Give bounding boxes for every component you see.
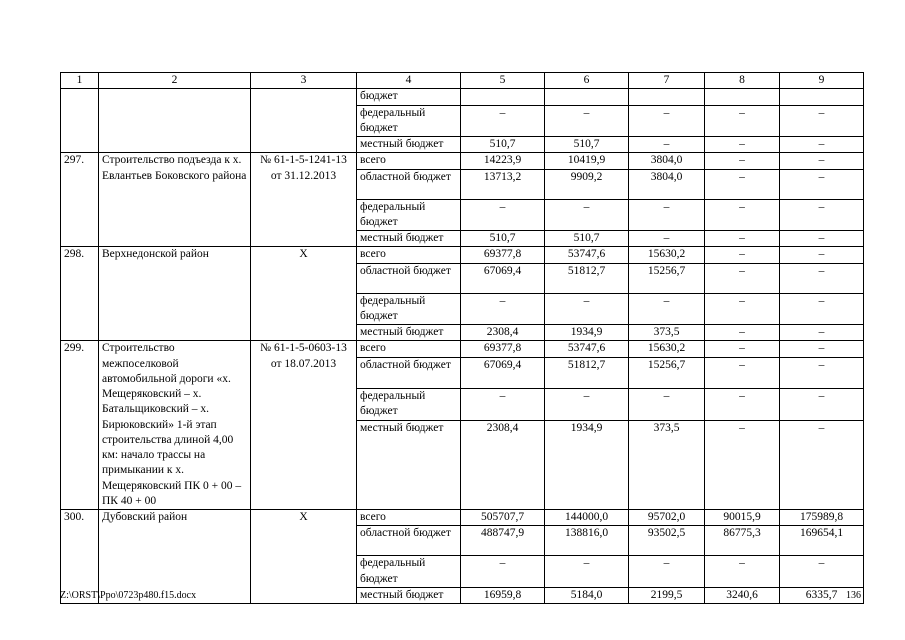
amount-cell: – <box>780 199 864 231</box>
amount-cell: – <box>705 247 780 263</box>
amount-cell: – <box>545 105 629 137</box>
amount-cell: 53747,6 <box>545 341 629 358</box>
amount-cell: 3804,0 <box>629 169 705 199</box>
amount-cell: 10419,9 <box>545 153 629 169</box>
amount-cell: 169654,1 <box>780 526 864 556</box>
amount-cell: – <box>629 293 705 325</box>
amount-cell: 53747,6 <box>545 247 629 263</box>
header-cell: 9 <box>780 73 864 89</box>
amount-cell: – <box>629 231 705 247</box>
amount-cell: – <box>629 105 705 137</box>
amount-cell: – <box>461 388 545 420</box>
header-cell: 6 <box>545 73 629 89</box>
amount-cell: – <box>705 169 780 199</box>
item-number: 298. <box>61 247 99 341</box>
budget-label: всего <box>357 341 461 358</box>
amount-cell <box>780 89 864 105</box>
amount-cell: – <box>780 325 864 341</box>
item-document: Х <box>251 247 357 341</box>
amount-cell: – <box>705 341 780 358</box>
amount-cell: 138816,0 <box>545 526 629 556</box>
budget-table <box>60 72 864 604</box>
amount-cell: 2308,4 <box>461 420 545 509</box>
amount-cell: 175989,8 <box>780 510 864 526</box>
amount-cell: 69377,8 <box>461 341 545 358</box>
amount-cell: – <box>705 137 780 153</box>
item-number: 300. <box>61 510 99 604</box>
table-row <box>61 510 864 526</box>
amount-cell: 1934,9 <box>545 420 629 509</box>
item-name: Строительство межпоселковой автомобильной дороги «х. Мещеряковский – х. Батальщиковский – х. Бирюковский» 1-й этап строительства длиной 4,00 км: начало трассы на примыкании к х. Мещеряковский ПК 0 + 00 – ПК 40 + 00 <box>99 341 251 510</box>
amount-cell <box>629 89 705 105</box>
budget-label: федеральный бюджет <box>357 556 461 588</box>
amount-cell: – <box>780 231 864 247</box>
budget-label: всего <box>357 153 461 169</box>
header-cell: 5 <box>461 73 545 89</box>
item-number <box>61 89 99 153</box>
amount-cell: – <box>705 153 780 169</box>
amount-cell: 69377,8 <box>461 247 545 263</box>
amount-cell: – <box>545 293 629 325</box>
amount-cell: 14223,9 <box>461 153 545 169</box>
budget-label: федеральный бюджет <box>357 388 461 420</box>
amount-cell: – <box>780 137 864 153</box>
amount-cell: 15256,7 <box>629 263 705 293</box>
item-name: Строительство подъезда к х. Евлантьев Боковского района <box>99 153 251 247</box>
amount-cell: 144000,0 <box>545 510 629 526</box>
amount-cell: 86775,3 <box>705 526 780 556</box>
amount-cell: – <box>629 137 705 153</box>
amount-cell: – <box>780 169 864 199</box>
table-body <box>61 73 864 604</box>
amount-cell: – <box>780 388 864 420</box>
amount-cell: 90015,9 <box>705 510 780 526</box>
budget-label: местный бюджет <box>357 231 461 247</box>
budget-label: бюджет <box>357 89 461 105</box>
budget-label: федеральный бюджет <box>357 199 461 231</box>
item-document: № 61-1-5-1241-13 от 31.12.2013 <box>251 153 357 247</box>
amount-cell: – <box>461 556 545 588</box>
header-cell: 7 <box>629 73 705 89</box>
table-row <box>61 153 864 169</box>
amount-cell: – <box>545 556 629 588</box>
amount-cell: 13713,2 <box>461 169 545 199</box>
amount-cell: – <box>780 293 864 325</box>
amount-cell: – <box>780 341 864 358</box>
amount-cell: – <box>780 357 864 388</box>
amount-cell: 373,5 <box>629 420 705 509</box>
header-cell: 3 <box>251 73 357 89</box>
table-row <box>61 89 864 105</box>
amount-cell: 505707,7 <box>461 510 545 526</box>
footer-file-path: Z:\ORST\Ppo\0723p480.f15.docx <box>60 590 197 601</box>
amount-cell <box>461 89 545 105</box>
amount-cell: 2199,5 <box>629 587 705 603</box>
amount-cell: 510,7 <box>545 231 629 247</box>
item-name: Дубовский район <box>99 510 251 604</box>
amount-cell: – <box>705 199 780 231</box>
amount-cell: – <box>780 153 864 169</box>
budget-label: всего <box>357 247 461 263</box>
amount-cell: 16959,8 <box>461 587 545 603</box>
amount-cell: 15256,7 <box>629 357 705 388</box>
amount-cell: 3240,6 <box>705 587 780 603</box>
budget-label: местный бюджет <box>357 325 461 341</box>
item-number: 297. <box>61 153 99 247</box>
amount-cell: 5184,0 <box>545 587 629 603</box>
amount-cell: – <box>705 325 780 341</box>
amount-cell: 1934,9 <box>545 325 629 341</box>
amount-cell: 67069,4 <box>461 263 545 293</box>
header-cell: 2 <box>99 73 251 89</box>
budget-label: федеральный бюджет <box>357 105 461 137</box>
amount-cell: – <box>705 388 780 420</box>
amount-cell: 95702,0 <box>629 510 705 526</box>
amount-cell: 510,7 <box>461 231 545 247</box>
table-row <box>61 341 864 358</box>
header-cell: 8 <box>705 73 780 89</box>
budget-label: областной бюджет <box>357 169 461 199</box>
amount-cell: – <box>705 556 780 588</box>
amount-cell: 510,7 <box>461 137 545 153</box>
amount-cell: – <box>705 293 780 325</box>
amount-cell: – <box>780 556 864 588</box>
budget-label: областной бюджет <box>357 357 461 388</box>
amount-cell: – <box>780 105 864 137</box>
budget-label: местный бюджет <box>357 420 461 509</box>
amount-cell: 51812,7 <box>545 357 629 388</box>
amount-cell: – <box>705 420 780 509</box>
item-document: Х <box>251 510 357 604</box>
amount-cell: – <box>705 105 780 137</box>
amount-cell: – <box>780 420 864 509</box>
amount-cell: 510,7 <box>545 137 629 153</box>
item-number: 299. <box>61 341 99 510</box>
amount-cell: 67069,4 <box>461 357 545 388</box>
page-number: 136 <box>846 590 861 601</box>
amount-cell: 488747,9 <box>461 526 545 556</box>
amount-cell: 2308,4 <box>461 325 545 341</box>
amount-cell: 93502,5 <box>629 526 705 556</box>
item-document: № 61-1-5-0603-13 от 18.07.2013 <box>251 341 357 510</box>
amount-cell: 373,5 <box>629 325 705 341</box>
amount-cell: – <box>705 263 780 293</box>
amount-cell: – <box>780 263 864 293</box>
amount-cell: 9909,2 <box>545 169 629 199</box>
amount-cell: 51812,7 <box>545 263 629 293</box>
amount-cell: – <box>461 199 545 231</box>
amount-cell: – <box>629 556 705 588</box>
amount-cell: – <box>780 247 864 263</box>
amount-cell: – <box>545 388 629 420</box>
item-name <box>99 89 251 153</box>
amount-cell: – <box>629 199 705 231</box>
budget-label: областной бюджет <box>357 526 461 556</box>
header-cell: 1 <box>61 73 99 89</box>
amount-cell: 3804,0 <box>629 153 705 169</box>
item-document <box>251 89 357 153</box>
amount-cell <box>705 89 780 105</box>
budget-label: всего <box>357 510 461 526</box>
header-cell: 4 <box>357 73 461 89</box>
budget-label: местный бюджет <box>357 587 461 603</box>
item-name: Верхнедонской район <box>99 247 251 341</box>
amount-cell: 6335,7 <box>780 587 864 603</box>
amount-cell: – <box>705 231 780 247</box>
amount-cell: – <box>461 293 545 325</box>
table-row <box>61 247 864 263</box>
amount-cell: – <box>461 105 545 137</box>
amount-cell: 15630,2 <box>629 247 705 263</box>
amount-cell: – <box>545 199 629 231</box>
budget-label: областной бюджет <box>357 263 461 293</box>
amount-cell <box>545 89 629 105</box>
budget-label: местный бюджет <box>357 137 461 153</box>
amount-cell: 15630,2 <box>629 341 705 358</box>
amount-cell: – <box>705 357 780 388</box>
header-row <box>61 73 864 89</box>
budget-label: федеральный бюджет <box>357 293 461 325</box>
amount-cell: – <box>629 388 705 420</box>
